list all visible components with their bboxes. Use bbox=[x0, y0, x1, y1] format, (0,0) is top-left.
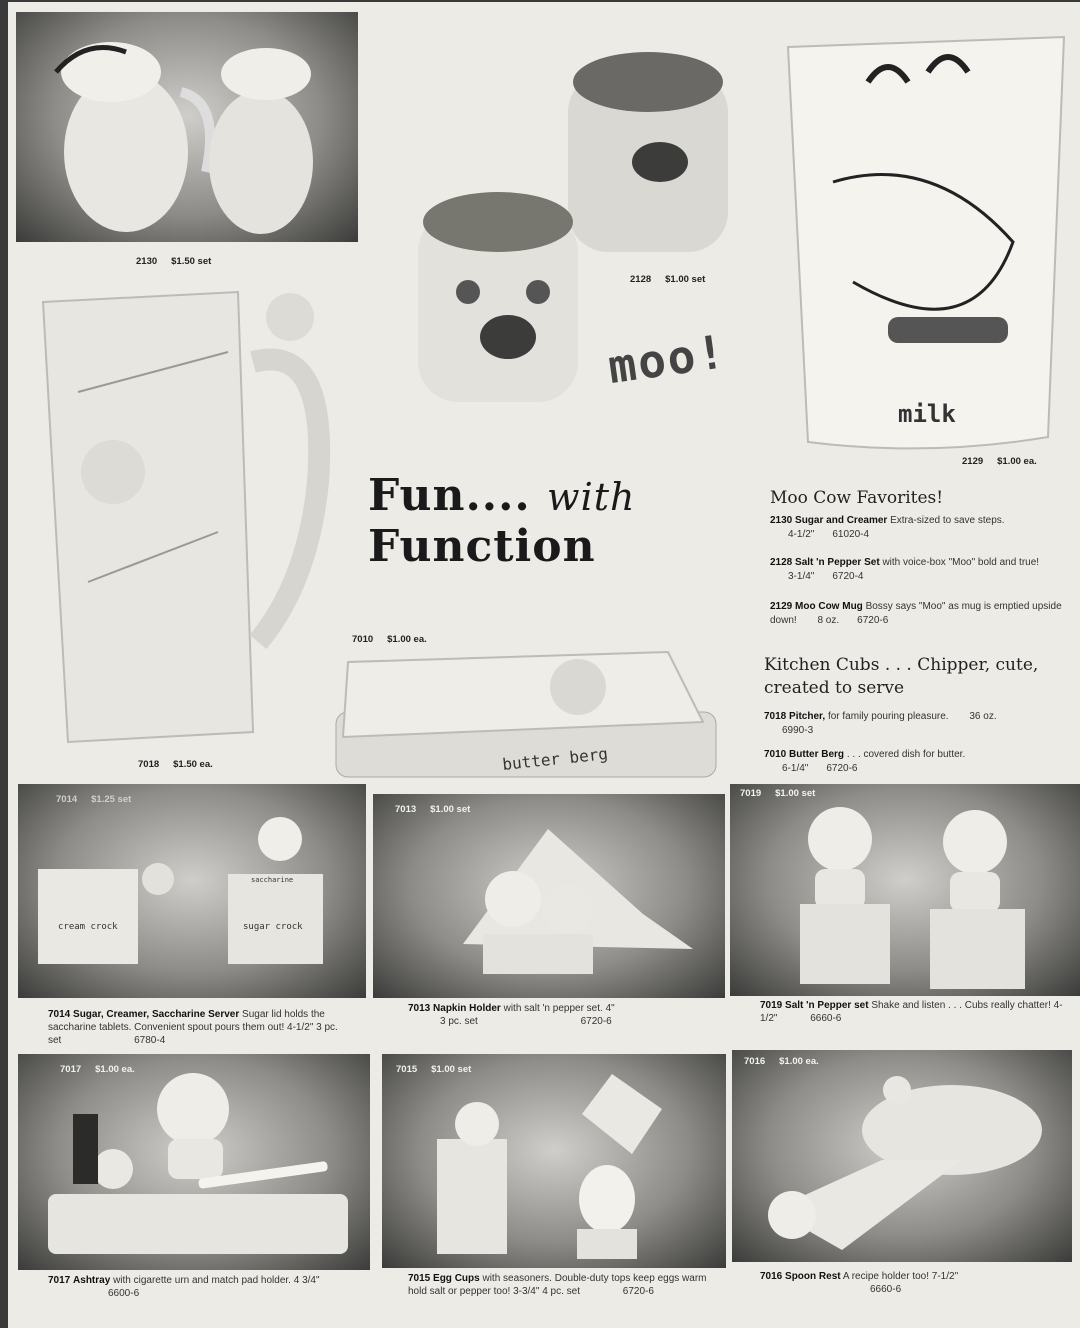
photo-7019-salt-pepper bbox=[730, 784, 1080, 996]
label-7017: 7017 $1.00 ea. bbox=[60, 1064, 135, 1075]
label-7014: 7014 $1.25 set bbox=[56, 794, 132, 805]
caption-7017: 7017 Ashtray with cigarette urn and match pad holder. 4 3/4" 6600-6 bbox=[48, 1275, 320, 1299]
cream-crock-word: cream crock bbox=[58, 922, 118, 932]
label-7013: 7013 $1.00 set bbox=[395, 804, 471, 815]
photo-2130-sugar-creamer bbox=[16, 12, 358, 242]
cubs-section-title: Kitchen Cubs . . . Chipper, cute, created to serve bbox=[764, 655, 1039, 698]
label-7010: 7010 $1.00 ea. bbox=[352, 634, 427, 645]
caption-7015: 7015 Egg Cups with seasoners. Double-duty tops keep eggs warm hold salt or pepper too! 3-3/4" 4 pc. set 6720-6 bbox=[408, 1273, 707, 1297]
cow-section-title: Moo Cow Favorites! bbox=[770, 488, 944, 508]
photo-7016-spoon-rest bbox=[732, 1050, 1072, 1262]
label-7018: 7018 $1.50 ea. bbox=[138, 759, 213, 770]
butter-dish-illustration bbox=[328, 642, 728, 787]
catalog-page bbox=[8, 2, 1080, 1328]
photo-7014-sugar-creamer-set bbox=[18, 784, 366, 998]
photo-7010-butter-berg bbox=[328, 642, 728, 787]
headline bbox=[368, 472, 768, 573]
cow-creamer-illustration bbox=[16, 12, 358, 242]
butter-berg-word: butter berg bbox=[501, 744, 609, 774]
caption-7013: 7013 Napkin Holder with salt 'n pepper set. 4" 3 pc. set 6720-6 bbox=[408, 1003, 615, 1027]
label-2128: 2128 $1.00 set bbox=[630, 274, 706, 285]
cow-mug-illustration bbox=[778, 32, 1074, 452]
sugar-crock-word: sugar crock bbox=[243, 922, 303, 932]
label-2129: 2129 $1.00 ea. bbox=[962, 456, 1037, 467]
cow-item-2128: 2128 Salt 'n Pepper Set with voice-box "Moo" bold and true! 3-1/4" 6720-4 bbox=[770, 557, 1040, 582]
cub-ashtray-illustration bbox=[18, 1054, 370, 1270]
label-7019: 7019 $1.00 set bbox=[740, 788, 816, 799]
label-2130: 2130 $1.50 set bbox=[136, 256, 212, 267]
mug-milk-word: milk bbox=[898, 400, 956, 428]
moo-lettering: moo! bbox=[604, 323, 730, 395]
headline-fun: Fun.... bbox=[368, 470, 531, 521]
caption-7019: 7019 Salt 'n Pepper set Shake and listen . . . Cubs really chatter! 4-1/2" 6660-6 bbox=[760, 1000, 1063, 1024]
cub-shakers-illustration bbox=[730, 784, 1080, 996]
cow-item-2130: 2130 Sugar and Creamer Extra-sized to save steps. 4-1/2" 61020-4 bbox=[770, 515, 1005, 540]
cub-crocks-illustration bbox=[18, 784, 366, 998]
photo-7017-ashtray bbox=[18, 1054, 370, 1270]
label-7015: 7015 $1.00 set bbox=[396, 1064, 472, 1075]
caption-7016: 7016 Spoon Rest A recipe holder too! 7-1/2" 6660-6 bbox=[760, 1271, 959, 1295]
cow-item-2129: 2129 Moo Cow Mug Bossy says "Moo" as mug is emptied upside down! 8 oz. 6720-6 bbox=[770, 601, 1062, 626]
bear-pitcher-illustration bbox=[28, 282, 358, 752]
photo-7018-pitcher bbox=[28, 282, 358, 752]
caption-7014: 7014 Sugar, Creamer, Saccharine Server Sugar lid holds the saccharine tablets. Convenient spout pours them out! 4-1/2" 3 pc. set 6780-4 bbox=[48, 1009, 338, 1046]
napkin-holder-illustration bbox=[373, 794, 725, 998]
cubs-item-7018: 7018 Pitcher, for family pouring pleasure. 36 oz. 6990-3 bbox=[764, 711, 997, 736]
spoon-rest-illustration bbox=[732, 1050, 1072, 1262]
headline-with: with bbox=[547, 475, 636, 519]
label-7016: 7016 $1.00 ea. bbox=[744, 1056, 819, 1067]
photo-7015-egg-cups bbox=[382, 1054, 726, 1268]
saccharine-word: saccharine bbox=[251, 876, 294, 884]
photo-7013-napkin-holder bbox=[373, 794, 725, 998]
headline-function: Function bbox=[368, 521, 596, 572]
cubs-item-7010: 7010 Butter Berg . . . covered dish for butter. 6-1/4" 6720-6 bbox=[764, 749, 966, 774]
egg-cups-illustration bbox=[382, 1054, 726, 1268]
photo-2129-mug bbox=[778, 32, 1074, 452]
